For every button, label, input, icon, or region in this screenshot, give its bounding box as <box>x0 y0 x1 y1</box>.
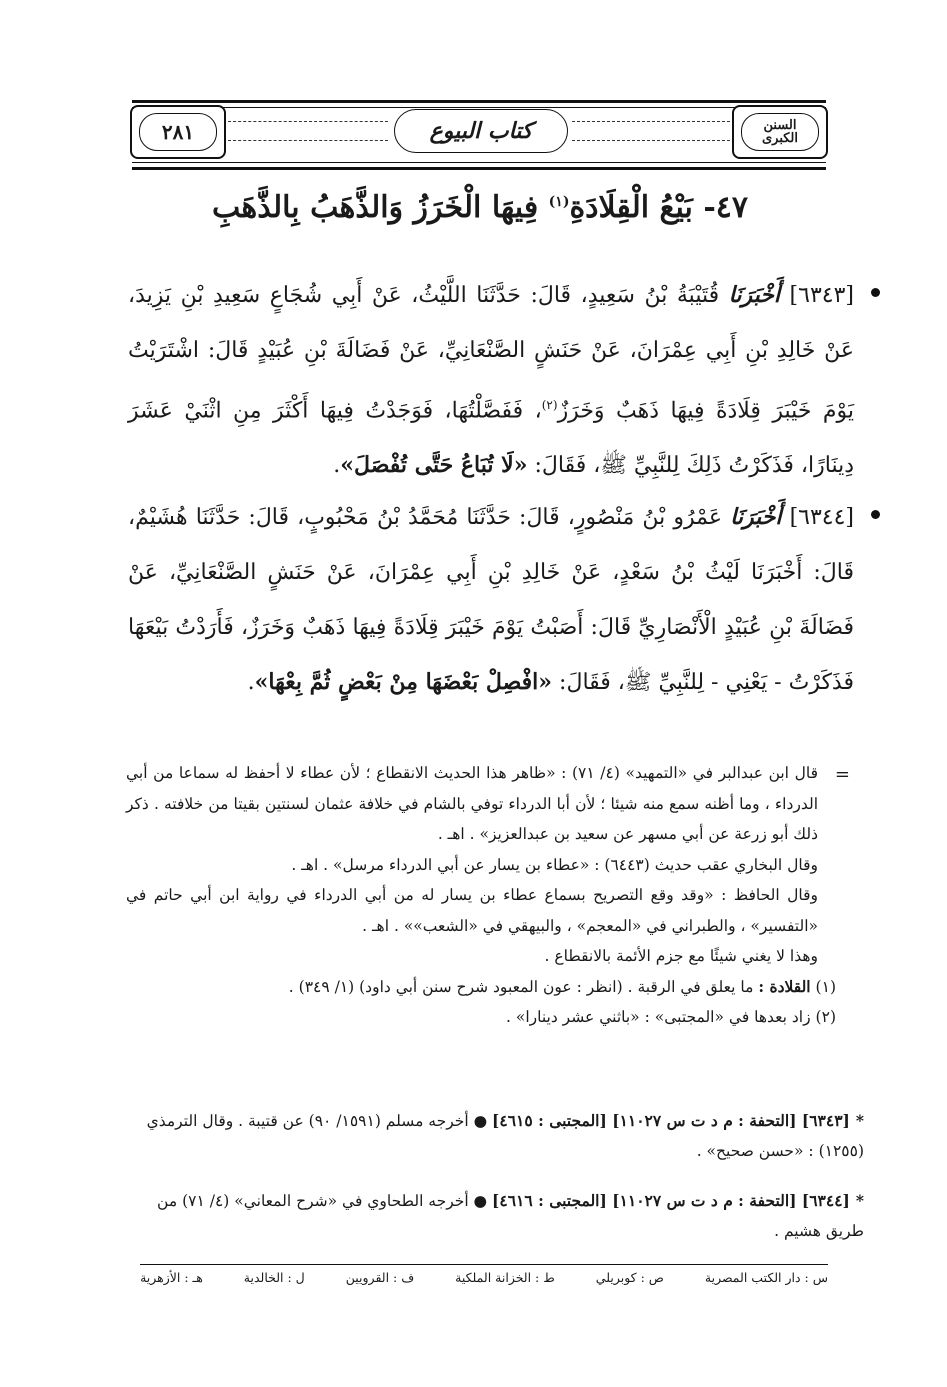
commentary-notes <box>126 758 850 1033</box>
note-paragraph: وقال الحافظ : «وقد وقع التصريح بسماع عطاء بن يسار له من أبي الدرداء في رواية ابن أبي حاتم في «التفسير» ، والطبراني في «المعجم» ، والبيهقي في «الشعب»» . اهـ . <box>126 886 818 935</box>
reference-codes: [٦٣٤٣] [التحفة : م د ت س ١١٠٢٧] [المجتبى : ٤٦١٥] <box>492 1111 850 1130</box>
legend-item: ل : الخالدية <box>243 1270 305 1285</box>
prophetic-saying: «افْصِلْ بَعْضَهَا مِنْ بَعْضٍ ثُمَّ بِعْهَا» <box>254 669 553 695</box>
reference-6344 <box>126 1186 864 1246</box>
footnote-1 <box>126 972 836 1003</box>
star-icon: * <box>855 1111 864 1130</box>
note-paragraph: قال ابن عبدالبر في «التمهيد» (٤/ ٧١) : «ظاهر هذا الحديث الانقطاع ؛ لأن عطاء لا أحفظ له سماعا من أبي الدرداء ، وما أظنه سمع منه شيئا ؛ لأن أبا الدرداء توفي بالشام في خلافة عثمان لسنتين بقيتا من خلافته . ذكر ذلك أبو زرعة عن أبي مسهر عن سعيد بن عبدالعزيز» . اهـ . <box>126 764 818 843</box>
header-ornament-left <box>228 121 388 141</box>
manuscript-legend <box>140 1270 828 1285</box>
page-header <box>132 100 826 170</box>
series-logo-ring <box>741 113 819 151</box>
prophetic-saying: «لَا تُبَاعُ حَتَّى تُفْصَلَ» <box>340 452 528 479</box>
hadith-text: عَمْرُو بْنُ مَنْصُورٍ، قَالَ: حَدَّثَنَا مُحَمَّدُ بْنُ مَحْبُوبٍ، قَالَ: حَدَّثَنَا هُشَيْمٌ، قَالَ: أَخْبَرَنَا لَيْثُ بْنُ سَعْدٍ، عَنْ خَالِدِ بْنِ أَبِي عِمْرَانَ، عَنْ حَنَشٍ الصَّنْعَانِيِّ، عَنْ فَضَالَةَ بْنِ عُبَيْدٍ الْأَنْصَارِيِّ قَالَ: أَصَبْتُ يَوْمَ خَيْبَرَ قِلَادَةً فِيهَا ذَهَبٌ وَخَرَزٌ، فَأَرَدْتُ بَيْعَهَا فَذَكَرْتُ - يَعْنِي - لِلنَّبِيِّ ﷺ، فَقَالَ: <box>128 505 854 695</box>
footnote-2 <box>126 1002 836 1033</box>
hadith-lead: أَخْبَرَنَا <box>728 282 780 308</box>
legend-item: ط : الخزانة الملكية <box>455 1270 555 1285</box>
legend-item: ص : كوبريلي <box>595 1270 664 1285</box>
hadith-number: [٦٣٤٣] <box>789 283 854 308</box>
footnote-text: زاد بعدها في «المجتبى» : «باثني عشر دينارا» . <box>506 1008 811 1026</box>
chapter-title: ٤٧- بَيْعُ الْقِلَادَةِ <box>569 190 749 225</box>
hadith-end: . <box>247 670 255 695</box>
reference-text: ● أخرجه مسلم (١٥٩١/ ٩٠) عن قتيبة . وقال الترمذي (١٢٥٥) : «حسن صحيح» . <box>146 1112 864 1160</box>
hadith-text-cont: ، فَفَصَّلْتُهَا، فَوَجَدْتُ فِيهَا أَكْثَرَ مِنِ اثْنَيْ عَشَرَ دِينَارًا، فَذَكَرْتُ ذَلِكَ لِلنَّبِيِّ ﷺ، فَقَالَ: <box>128 398 854 479</box>
legend-item: س : دار الكتب المصرية <box>704 1270 828 1285</box>
hadith-6344 <box>128 490 854 710</box>
note-paragraph: وقال البخاري عقب حديث (٦٤٤٣) : «عطاء بن يسار عن أبي الدرداء مرسل» . اهـ . <box>291 855 818 874</box>
footnote-mark: (١) <box>815 977 836 996</box>
footnote-mark: (٢) <box>541 398 558 412</box>
continuation-mark: = <box>834 764 850 785</box>
page-number-cartouche <box>130 105 226 159</box>
page-number: ٢٨١ <box>139 113 217 151</box>
hadith-lead: أَخْبَرَنَا <box>730 504 782 530</box>
reference-6343 <box>126 1106 864 1166</box>
hadith-text: قُتَيْبَةُ بْنُ سَعِيدٍ، قَالَ: حَدَّثَنَا اللَّيْثُ، عَنْ أَبِي شُجَاعٍ سَعِيدِ بْنِ يَزِيدَ، عَنْ خَالِدِ بْنِ أَبِي عِمْرَانَ، عَنْ حَنَشٍ الصَّنْعَانِيِّ، عَنْ فَضَالَةَ بْنِ عُبَيْدٍ قَالَ: اشْتَرَيْتُ يَوْمَ خَيْبَرَ قِلَادَةً فِيهَا ذَهَبٌ وَخَرَزٌ <box>128 283 854 424</box>
reference-text: ● أخرجه الطحاوي في «شرح المعاني» (٤/ ٧١) من طريق هشيم . <box>157 1192 864 1240</box>
note-paragraph: وهذا لا يغني شيئًا مع جزم الأئمة بالانقطاع . <box>544 947 818 965</box>
reference-codes: [٦٣٤٤] [التحفة : م د ت س ١١٠٢٧] [المجتبى : ٤٦١٦] <box>492 1191 850 1210</box>
series-logo-line1: السنن <box>763 118 797 133</box>
footnote-term: القلادة : <box>758 976 811 996</box>
hadith-6343 <box>128 268 854 493</box>
legend-item: ف : القرويين <box>345 1270 415 1285</box>
footnote-mark: (١) <box>548 194 570 210</box>
book-title: كتاب البيوع <box>394 109 568 153</box>
bullet-icon <box>871 510 880 519</box>
hadith-number: [٦٣٤٤] <box>789 505 855 530</box>
star-icon: * <box>855 1191 864 1210</box>
chapter-heading <box>140 190 820 225</box>
hadith-end: . <box>333 453 341 479</box>
footnote-mark: (٢) <box>815 1008 836 1026</box>
series-logo-line2: الكبرى <box>761 131 799 146</box>
series-logo <box>732 105 828 159</box>
footnote-text: ما يعلق في الرقبة . (انظر : عون المعبود شرح سنن أبي داود) (١/ ٣٤٩) . <box>288 977 754 996</box>
header-ornament-right <box>572 121 730 141</box>
bullet-icon <box>871 288 880 297</box>
footer-rule <box>140 1264 828 1265</box>
chapter-title-rest: فِيهَا الْخَرَزُ وَالذَّهَبُ بِالذَّهَبِ <box>211 190 539 225</box>
legend-item: هـ : الأزهرية <box>140 1270 203 1285</box>
